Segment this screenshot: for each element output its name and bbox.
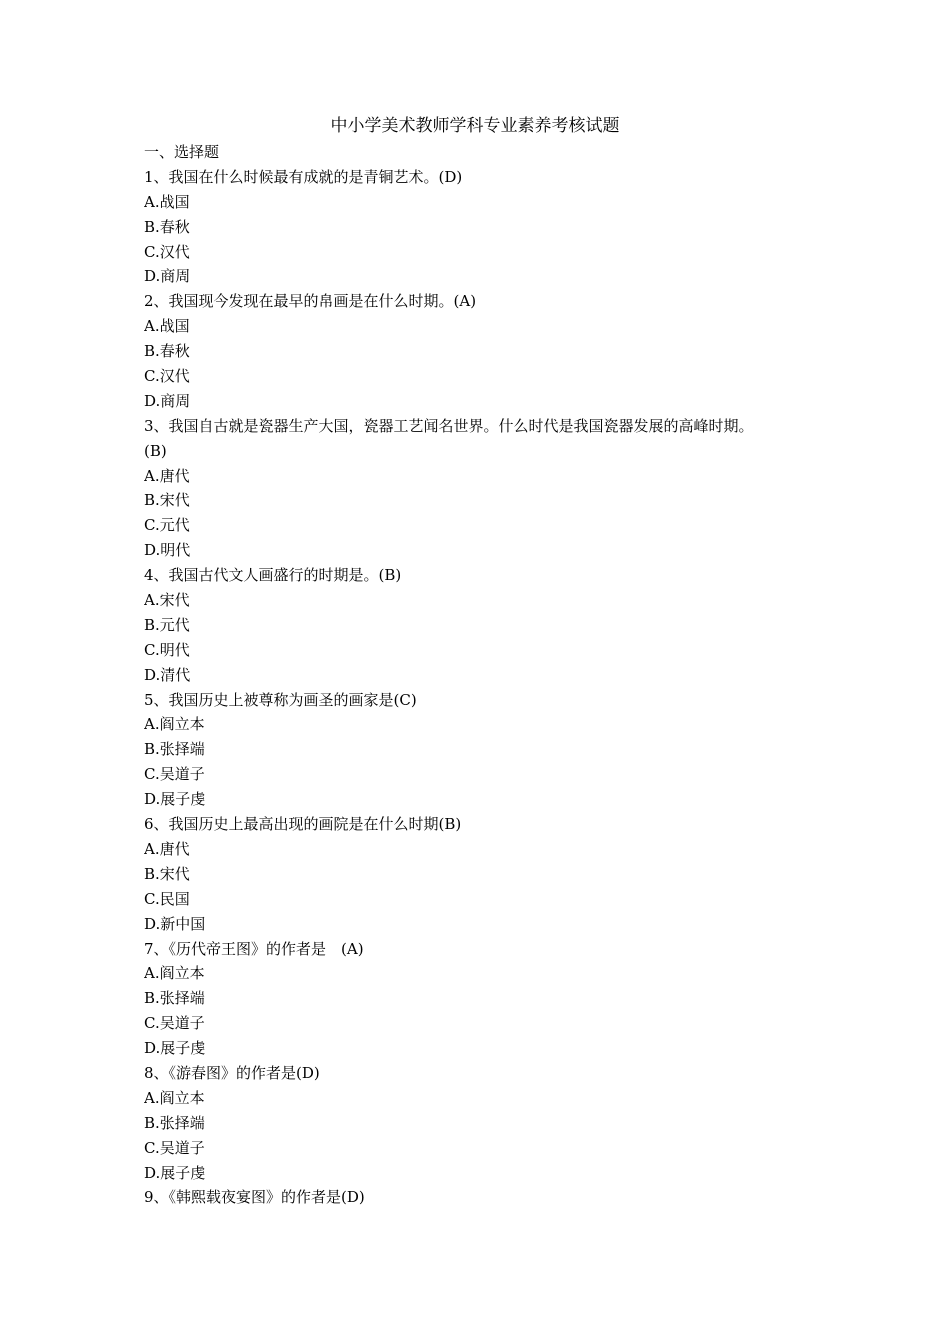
answer-option: D.清代 <box>144 665 191 684</box>
question-text: 3、我国自古就是瓷器生产大国，瓷器工艺闻名世界。什么时代是我国瓷器发展的高峰时期。 <box>144 416 754 435</box>
question-text: 7、《历代帝王图》的作者是 (A) <box>144 939 364 958</box>
answer-option: B.张择端 <box>144 989 205 1008</box>
answer-option: B.宋代 <box>144 864 190 883</box>
answer-option: A.阎立本 <box>144 964 205 983</box>
answer-option: B.春秋 <box>144 342 190 361</box>
answer-option: A.阎立本 <box>144 1088 205 1107</box>
question-text: 8、《游春图》的作者是(D) <box>144 1063 320 1082</box>
answer-option: B.宋代 <box>144 491 190 510</box>
answer-option: B.张择端 <box>144 1113 205 1132</box>
answer-option: C.汉代 <box>144 242 190 261</box>
answer-option: A.战国 <box>144 317 190 336</box>
answer-option: B.元代 <box>144 615 190 634</box>
answer-option: B.张择端 <box>144 740 205 759</box>
answer-option: C.吴道子 <box>144 1014 205 1033</box>
answer-option: A.宋代 <box>144 591 190 610</box>
answer-option: D.展子虔 <box>144 1163 206 1182</box>
answer-option: C.元代 <box>144 516 190 535</box>
question-text: 4、我国古代文人画盛行的时期是。(B) <box>144 566 402 585</box>
question-list <box>144 165 824 1210</box>
answer-option: D.新中国 <box>144 914 206 933</box>
answer-option: C.汉代 <box>144 367 190 386</box>
answer-option: (B) <box>144 441 167 460</box>
answer-option: C.明代 <box>144 640 190 659</box>
answer-option: A.战国 <box>144 192 190 211</box>
document-body <box>144 140 824 1210</box>
answer-option: B.春秋 <box>144 217 190 236</box>
answer-option: C.吴道子 <box>144 765 205 784</box>
question-text: 1、我国在什么时候最有成就的是青铜艺术。(D) <box>144 167 463 186</box>
section-heading: 一、选择题 <box>144 143 220 161</box>
answer-option: D.商周 <box>144 267 191 286</box>
answer-option: A.唐代 <box>144 839 190 858</box>
answer-option: C.民国 <box>144 889 190 908</box>
answer-option: D.展子虔 <box>144 790 206 809</box>
answer-option: D.商周 <box>144 391 191 410</box>
page-title: 中小学美术教师学科专业素养考核试题 <box>330 116 620 136</box>
answer-option: D.展子虔 <box>144 1039 206 1058</box>
question-text: 5、我国历史上被尊称为画圣的画家是(C) <box>144 690 417 709</box>
answer-option: C.吴道子 <box>144 1138 205 1157</box>
answer-option: D.明代 <box>144 541 191 560</box>
answer-option: A.唐代 <box>144 466 190 485</box>
question-text: 6、我国历史上最高出现的画院是在什么时期(B) <box>144 815 462 834</box>
answer-option: A.阎立本 <box>144 715 205 734</box>
question-text: 2、我国现今发现在最早的帛画是在什么时期。(A) <box>144 292 477 311</box>
question-text: 9、《韩熙载夜宴图》的作者是(D) <box>144 1188 365 1207</box>
